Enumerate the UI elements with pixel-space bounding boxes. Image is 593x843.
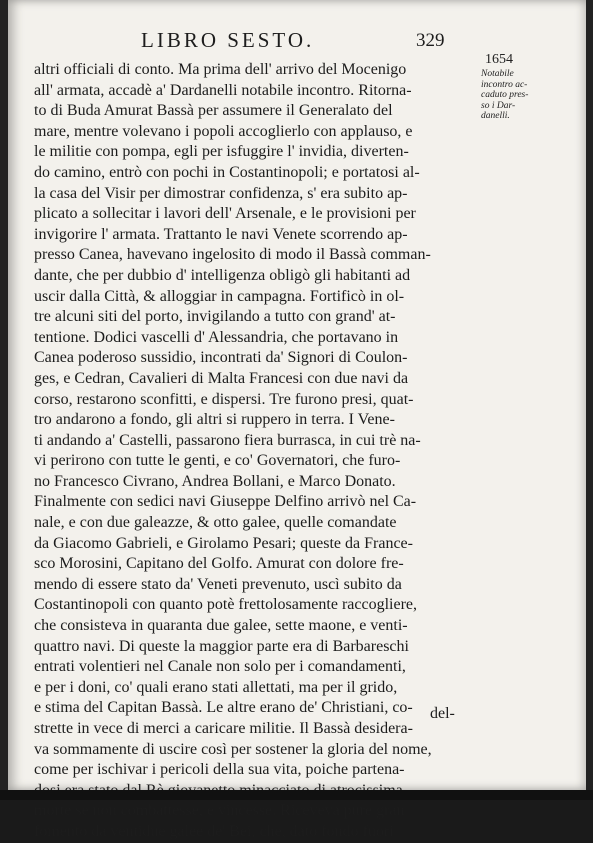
text-line: presso Canea, havevano ingelosito di modo il Bassà comman- <box>34 246 431 264</box>
text-line: morte se non combattesse, e vincesse. Riceveva pure gran <box>34 802 405 820</box>
text-line: Costantinopoli con quanto potè frettolosamente raccogliere, <box>34 596 417 614</box>
text-line: Canea poderoso sussidio, incontrati da' Signori di Coulon- <box>34 349 408 367</box>
margin-note-line: danelli. <box>481 111 510 121</box>
page-number: 329 <box>416 30 445 51</box>
text-line: do camino, entrò con pochi in Costantinopoli; e portatosi al- <box>34 163 420 181</box>
text-line: invigorire l' armata. Trattanto le navi Venete scorrendo ap- <box>34 225 408 243</box>
text-line: uscir dalla Città, & alloggiar in campagna. Fortificò in ol- <box>34 287 405 305</box>
text-line: tre alcuni siti del porto, invigilando a tutto con grand' at- <box>34 308 396 326</box>
text-line: dante, che per dubbio d' intelligenza obligò gli habitanti ad <box>34 266 411 284</box>
running-header: LIBRO SESTO. <box>141 28 315 52</box>
text-line: la casa del Visir per dimostrar confidenza, s' era subito ap- <box>34 184 408 202</box>
margin-note-line: caduto pres- <box>481 90 529 100</box>
text-line: altri officiali di conto. Ma prima dell' arrivo del Mocenigo <box>34 61 407 78</box>
text-line: all' armata, accadè a' Dardanelli notabile incontro. Ritorna- <box>34 81 412 99</box>
margin-note-line: Notabile <box>481 69 514 79</box>
text-line: mare, mentre volevano i popoli accoglierlo con applauso, e <box>34 122 413 140</box>
text-line: sco Morosini, Capitano del Golfo. Amurat con dolore fre- <box>34 555 404 573</box>
text-line: le militie con pompa, egli per isfuggire l' invidia, diverten- <box>34 143 409 161</box>
text-line: ti andando a' Castelli, passarono fiera burrasca, in cui trè na- <box>34 431 421 449</box>
scan-left-edge <box>0 0 8 800</box>
margin-note-line: so i Dar- <box>481 100 516 111</box>
text-line: no Francesco Civrano, Andrea Bollani, e Marco Donato. <box>34 472 396 490</box>
text-line: tentione. Dodici vascelli d' Alessandria, che portavano in <box>34 328 399 346</box>
text-line: e per i doni, co' quali erano stati allettati, ma per il grido, <box>34 678 398 696</box>
text-line: nale, e con due galeazze, & otto galee, quelle comandate <box>34 514 397 532</box>
text-line: da Giacomo Gabrieli, e Girolamo Pesari; queste da France- <box>34 534 413 552</box>
text-line: va sommamente di uscire così per sostener la gloria del nome, <box>34 740 432 758</box>
text-line: tro andarono a fondo, gli altri si ruppero in terra. I Vene- <box>34 411 395 429</box>
margin-note-line: incontro ac- <box>481 79 528 90</box>
text-line: strette in vece di merci a caricare militie. Il Bassà desidera- <box>34 720 413 737</box>
text-line: corso, restarono sconfitti, e dispersi. Tre furono presi, quat- <box>34 390 414 408</box>
text-line: che consisteva in quaranta due galee, sette maone, e venti- <box>34 617 408 635</box>
text-line: plicato a sollecitar i lavori dell' Arsenale, e le provisioni per <box>34 205 416 223</box>
scan-bottom-edge <box>0 790 593 800</box>
catchword: del- <box>430 705 455 722</box>
scan-right-edge <box>586 0 593 800</box>
text-line: ges, e Cedran, Cavalieri di Malta Francesi con due navi da <box>34 369 409 387</box>
margin-year: 1654 <box>485 52 513 67</box>
text-line: to di Buda Amurat Bassà per assumere il Generalato del <box>34 102 393 120</box>
body-text <box>34 60 474 843</box>
text-line: mendo di essere stato da' Veneti prevenuto, uscì subito da <box>34 575 402 593</box>
text-line: quattro navi. Di queste la maggior parte era di Barbareschi <box>34 637 409 655</box>
book-page <box>8 0 586 840</box>
text-line: vi perirono con tutte le genti, e co' Governatori, che furo- <box>34 452 401 470</box>
text-line: entrati volentieri nel Canale non solo per i comandamenti, <box>34 658 406 676</box>
text-line: fomento da ventidue galee de' Bei, che, dato fondo fuori <box>34 822 394 840</box>
text-line: Finalmente con sedici navi Giuseppe Delfino arrivò nel Ca- <box>34 493 417 511</box>
text-line: e stima del Capitan Bassà. Le altre erano de' Christiani, co- <box>34 699 413 717</box>
text-line: come per ischivar i pericoli della sua vita, poiche partena- <box>34 761 405 779</box>
margin-note <box>481 69 561 122</box>
